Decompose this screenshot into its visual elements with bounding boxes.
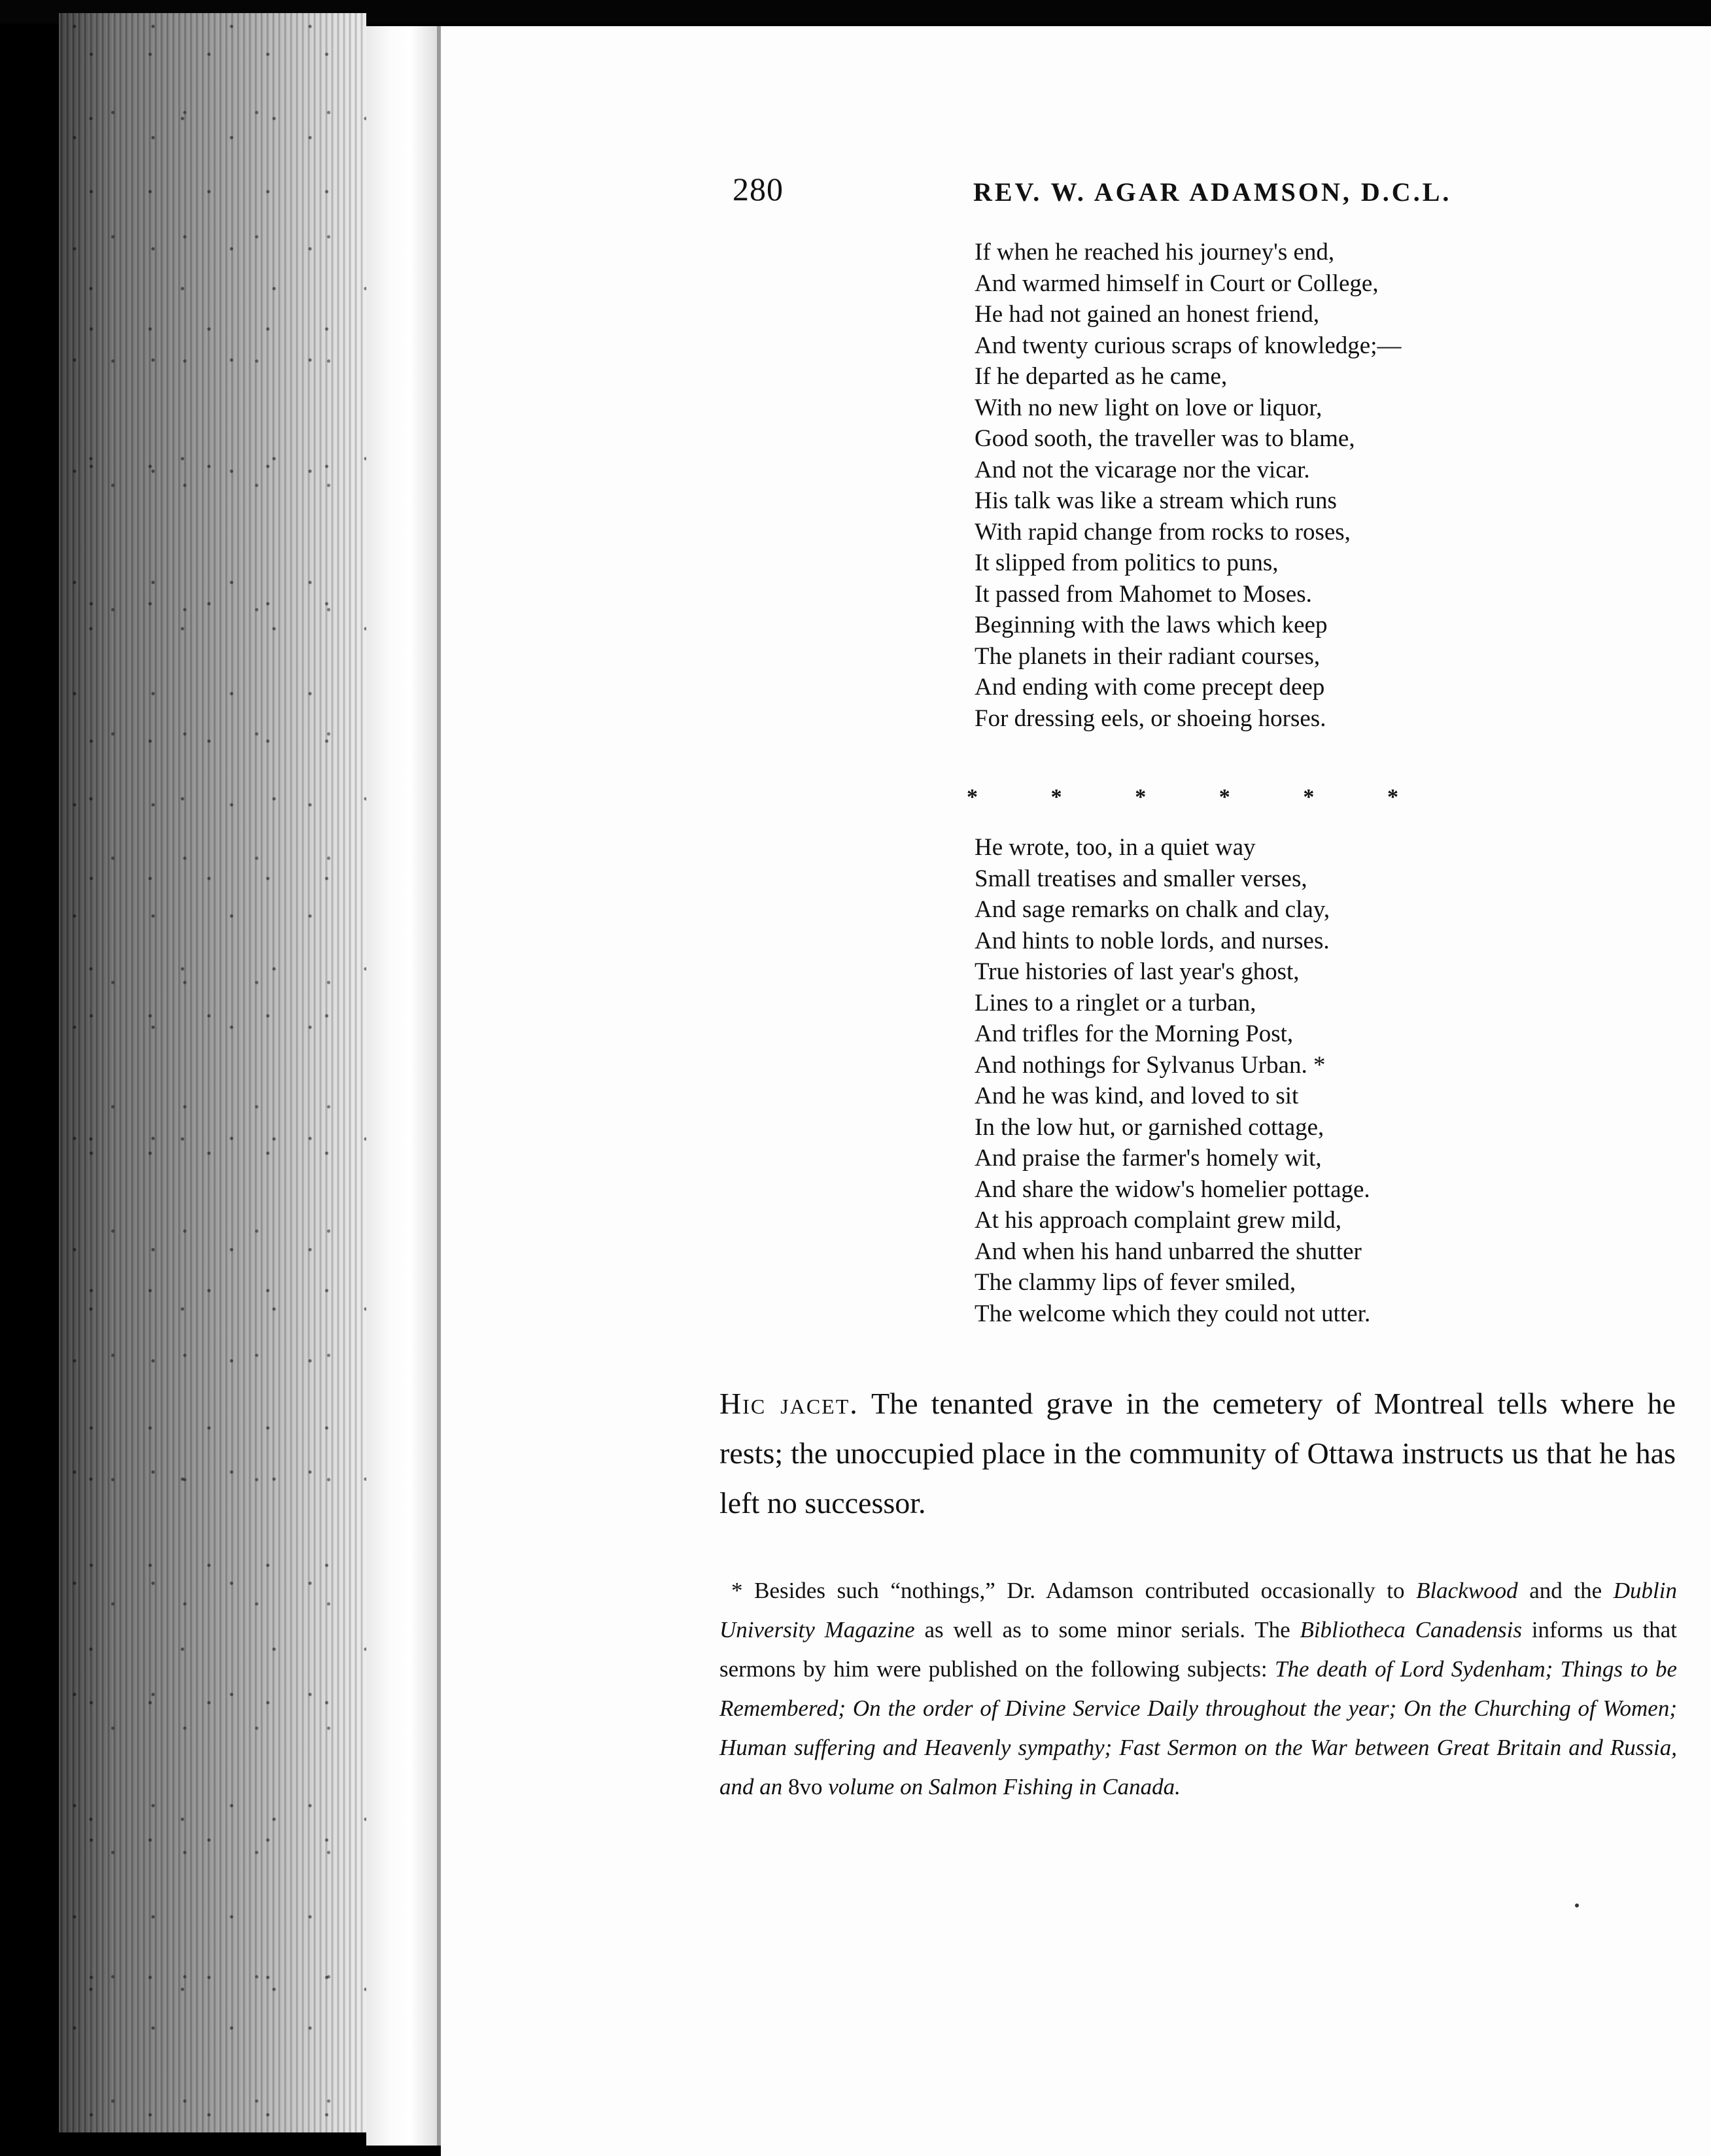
page-number: 280 bbox=[733, 171, 784, 207]
poem-stanza-1 bbox=[975, 237, 1402, 734]
footnote-text: informs us that sermons by him were published on the following subjects: bbox=[719, 1617, 1677, 1682]
poem-line: If he departed as he came, bbox=[975, 363, 1228, 390]
poem-line: His talk was like a stream which runs bbox=[975, 487, 1337, 514]
footnote bbox=[719, 1571, 1677, 1807]
poem-line: Beginning with the laws which keep bbox=[975, 612, 1328, 638]
poem-line: With no new light on love or liquor, bbox=[975, 394, 1322, 421]
poem-line: It passed from Mahomet to Moses. bbox=[975, 580, 1312, 608]
poem-line: The clammy lips of fever smiled, bbox=[975, 1269, 1296, 1296]
poem-line: The welcome which they could not utter. bbox=[975, 1300, 1371, 1327]
poem-line: And warmed himself in Court or College, bbox=[975, 270, 1379, 297]
poem-line: And not the vicarage nor the vicar. bbox=[975, 456, 1310, 483]
closing-paragraph bbox=[719, 1379, 1676, 1528]
footnote-text: and the bbox=[1517, 1578, 1614, 1603]
poem-line: With rapid change from rocks to roses, bbox=[975, 518, 1351, 546]
book-page bbox=[441, 26, 1711, 2156]
poem-line: And hints to noble lords, and nurses. bbox=[975, 927, 1330, 954]
poem-line: And share the widow's homelier pottage. bbox=[975, 1175, 1370, 1203]
book-page-edges bbox=[59, 13, 366, 2132]
poem-line: He had not gained an honest friend, bbox=[975, 301, 1320, 328]
running-title: REV. W. AGAR ADAMSON, D.C.L. bbox=[973, 177, 1452, 207]
poem-line: In the low hut, or garnished cottage, bbox=[975, 1113, 1324, 1141]
poem-line: And trifles for the Morning Post, bbox=[975, 1020, 1294, 1047]
footnote-sermon-list: The death of Lord Sydenham; Things to be Remembered; On the order of Divine Service Daily throughout the year; On the Churching of Women; Human suffering and Heavenly sympathy; Fast Sermon on the War between Great Britain and Russia, and an bbox=[719, 1656, 1677, 1800]
poem-line: The planets in their radiant courses, bbox=[975, 642, 1321, 670]
poem-line: True histories of last year's ghost, bbox=[975, 958, 1300, 985]
poem-line: Lines to a ringlet or a turban, bbox=[975, 989, 1256, 1017]
poem-line: If when he reached his journey's end, bbox=[975, 239, 1335, 266]
poem-line: Good sooth, the traveller was to blame, bbox=[975, 425, 1355, 452]
footnote-text: 8vo bbox=[782, 1774, 829, 1800]
separator-asterisk: * bbox=[1218, 785, 1230, 809]
footnote-text: as well as to some minor serials. The bbox=[914, 1617, 1300, 1643]
poem-line: He wrote, too, in a quiet way bbox=[975, 834, 1256, 861]
footnote-title: Bibliotheca Canadensis bbox=[1300, 1617, 1522, 1643]
poem-line: And he was kind, and loved to sit bbox=[975, 1083, 1299, 1109]
footnote-title: Dublin University Magazine bbox=[719, 1578, 1678, 1643]
closing-lead: Hic jacet. bbox=[719, 1387, 859, 1420]
separator-asterisk: * bbox=[1135, 785, 1147, 809]
poem-stanza-2 bbox=[975, 832, 1370, 1329]
separator-asterisk: * bbox=[1303, 785, 1315, 809]
poem-line: And sage remarks on chalk and clay, bbox=[975, 896, 1330, 923]
poem-line: It slipped from politics to puns, bbox=[975, 549, 1279, 576]
section-separator bbox=[967, 785, 1398, 818]
closing-text: The tenanted grave in the cemetery of Montreal tells where he rests; the unoccupied place in the community of Ottawa instructs us that he has left no successor. bbox=[719, 1387, 1676, 1520]
separator-asterisk: * bbox=[1050, 785, 1062, 809]
footnote-title: volume on Salmon Fishing in Canada. bbox=[828, 1774, 1181, 1800]
running-header bbox=[441, 150, 1711, 209]
poem-line: And twenty curious scraps of knowledge;— bbox=[975, 332, 1402, 359]
footnote-text: * Besides such “nothings,” Dr. Adamson contributed occasionally to bbox=[731, 1578, 1417, 1603]
poem-line: Small treatises and smaller verses, bbox=[975, 865, 1307, 892]
poem-line: And praise the farmer's homely wit, bbox=[975, 1145, 1322, 1172]
poem-line: And ending with come precept deep bbox=[975, 674, 1325, 701]
poem-line: And when his hand unbarred the shutter bbox=[975, 1238, 1362, 1265]
inner-leaves bbox=[366, 26, 440, 2146]
poem-line: At his approach complaint grew mild, bbox=[975, 1207, 1342, 1234]
scan-speck bbox=[1575, 1904, 1579, 1907]
separator-asterisk: * bbox=[967, 785, 978, 809]
poem-line: And nothings for Sylvanus Urban. * bbox=[975, 1051, 1326, 1079]
page-edges-texture bbox=[59, 13, 366, 2132]
poem-line: For dressing eels, or shoeing horses. bbox=[975, 704, 1326, 732]
footnote-title: Blackwood bbox=[1416, 1578, 1518, 1603]
separator-asterisk: * bbox=[1387, 785, 1398, 809]
